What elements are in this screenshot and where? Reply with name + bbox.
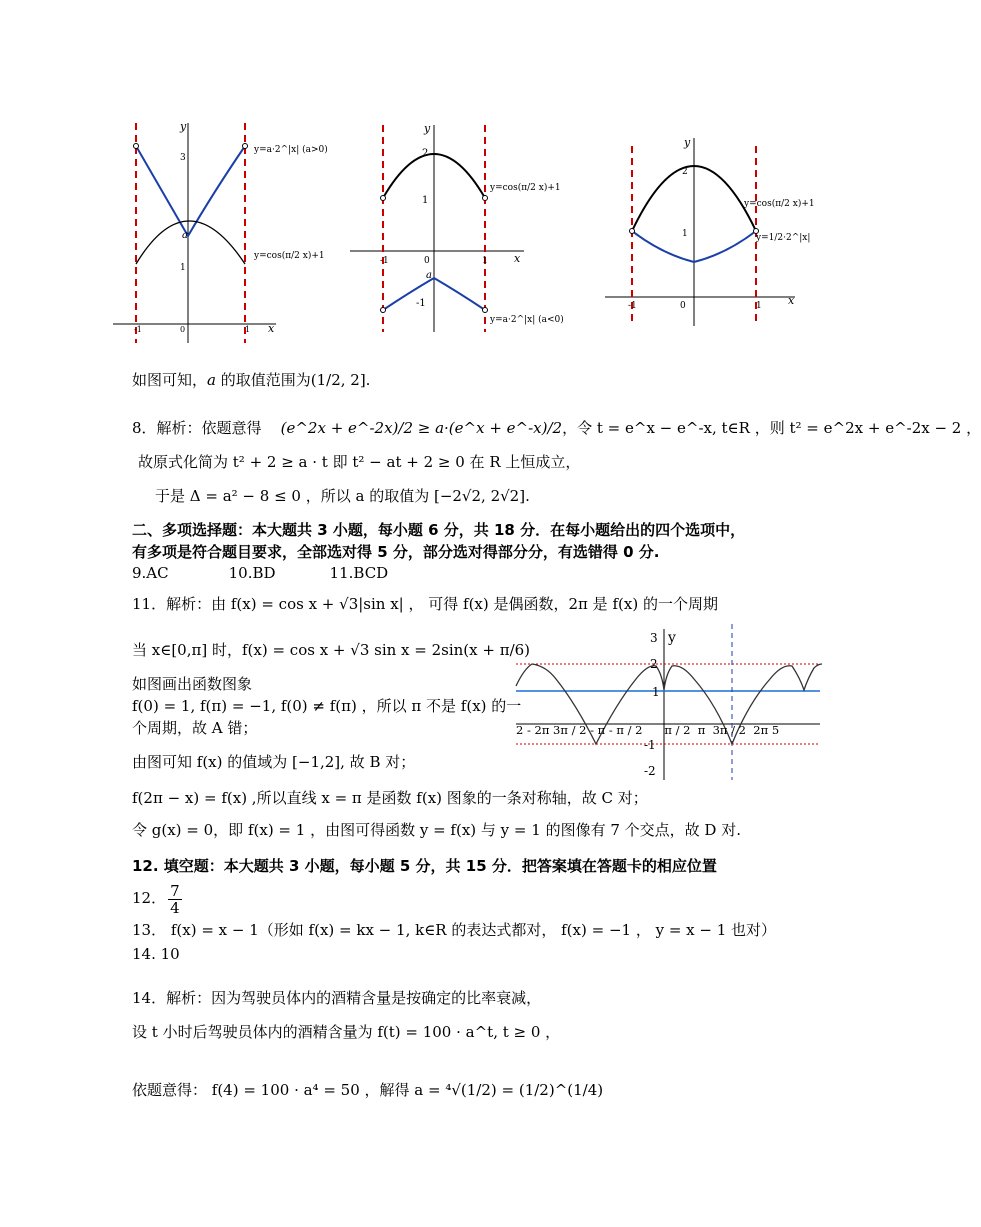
fig1-label-cos: y=cos(π/2 x)+1 [254,251,325,261]
fig4-y: y [668,630,676,646]
figure-4 [516,624,822,784]
fig2-t2: 2 [422,148,429,159]
answers-9-11: 9.AC 10.BD 11.BCD [132,564,389,582]
fig3-tneg1: -1 [628,301,637,311]
q11-line5: 个周期，故 A 错； [132,719,258,737]
fig2-x: x [514,252,521,265]
fig2-tleft: -1 [380,256,389,266]
fig4-xticks: 2 - 2π 3π / 2 - π - π / 2 π / 2 π 3π / 2 2π 5 [516,723,780,737]
fig1-x: x [268,322,275,335]
fig4-t3: 3 [650,631,658,645]
q11-line6: 由图可知 f(x) 的值域为 [−1,2], 故 B 对； [132,753,416,771]
figure-2 [348,120,588,335]
q11-line8: 令 g(x) = 0，即 f(x) = 1 ，由图可得函数 y = f(x) 与 y = 1 的图像有 7 个交点，故 D 对. [132,821,741,839]
fig1-y: y [180,120,187,133]
fig1-t0: 0 [180,325,186,334]
fig3-label-cos: y=cos(π/2 x)+1 [744,199,815,209]
fig4-t1: 1 [652,685,660,699]
fig2-tright: 1 [482,256,488,266]
q14-line2: 设 t 小时后驾驶员体内的酒精含量为 f(t) = 100 · a^t, t ≥ 0 ， [132,1023,561,1041]
fig2-label-cos: y=cos(π/2 x)+1 [490,183,561,193]
fig3-label-exp: y=1/2·2^|x| [756,233,811,243]
sec3-heading: 12. 填空题：本大题共 3 小题，每小题 5 分，共 15 分．把答案填在答题卡的相应位置 [132,857,717,875]
q11-line3: 如图画出函数图象 [132,675,253,693]
fig4-tneg2: -2 [644,764,656,778]
fig1-ta: a [182,230,188,241]
q11-line2: 当 x∈[0,π] 时，f(x) = cos x + √3 sin x = 2sin(x + π/6) [132,641,531,659]
fig2-t1: 1 [422,195,429,206]
answer-14: 14. 10 [132,945,180,963]
sec2-heading-2: 有多项是符合题目要求，全部选对得 5 分，部分选对得部分分，有选错得 0 分. [132,543,660,561]
figure-1 [108,118,348,343]
fig3-x: x [788,294,795,307]
q8-line3: 于是 Δ = a² − 8 ≤ 0 ，所以 a 的取值为 [−2√2, 2√2]. [155,487,530,505]
q11-line7: f(2π − x) = f(x) ,所以直线 x = π 是函数 f(x) 图象的一条对称轴，故 C 对； [132,789,648,807]
fig1-t1: 1 [180,263,186,273]
fig3-tright: 1 [756,301,762,311]
answer-13: 13． f(x) = x − 1（形如 f(x) = kx − 1, k∈R 的表达式都对， f(x) = −1 ， y = x − 1 也对） [132,921,777,939]
fig4-tneg1: -1 [644,738,656,752]
q14-line1: 14．解析：因为驾驶员体内的酒精含量是按确定的比率衰减， [132,989,542,1007]
answer-12: 12． $\frac{7}{4}$ [132,881,180,917]
q14-line3: 依题意得： f(4) = 100 · a⁴ = 50 ，解得 a = ⁴√(1/2) = (1/2)^(1/4) [132,1081,604,1099]
q11-line1: 11．解析：由 f(x) = cos x + √3|sin x| ， 可得 f(x) 是偶函数，2π 是 f(x) 的一个周期 [132,595,718,613]
fig2-label-exp: y=a·2^|x| (a<0) [490,315,564,325]
q11-line4: f(0) = 1, f(π) = −1, f(0) ≠ f(π) ，所以 π 不是 f(x) 的一 [132,697,522,715]
figure-3 [600,136,840,331]
sec2-heading-1: 二、多项选择题：本大题共 3 小题，每小题 6 分，共 18 分．在每小题给出的四个选项中， [132,521,746,539]
fig1-tr1: 1 [245,325,251,334]
fig2-t0: 0 [424,256,430,266]
fig2-y: y [424,122,431,135]
fig3-t0: 0 [680,301,686,311]
fig1-tneg1: -1 [134,325,142,334]
fig3-t1: 1 [682,229,688,239]
fig1-label-exp: y=a·2^|x| (a>0) [254,145,328,155]
line-range: 如图可知，a 的取值范围为(1/2, 2]. [132,371,371,389]
q8-line2: 故原式化简为 t² + 2 ≥ a · t 即 t² − at + 2 ≥ 0 在 R 上恒成立， [138,453,581,471]
fig1-t3: 3 [180,153,186,163]
fig2-tneg1: -1 [416,298,426,309]
fig3-y: y [684,136,691,149]
q8-line1: 8．解析：依题意得 (e^2x + e^-2x)/2 ≥ a·(e^x + e^-x)/2，令 t = e^x − e^-x, t∈R ，则 t² = e^2x + e^-2x − 2 ， [132,419,981,437]
fig2-ta: a [426,270,432,281]
fig3-t2: 2 [682,167,688,177]
fig4-t2: 2 [650,657,658,671]
